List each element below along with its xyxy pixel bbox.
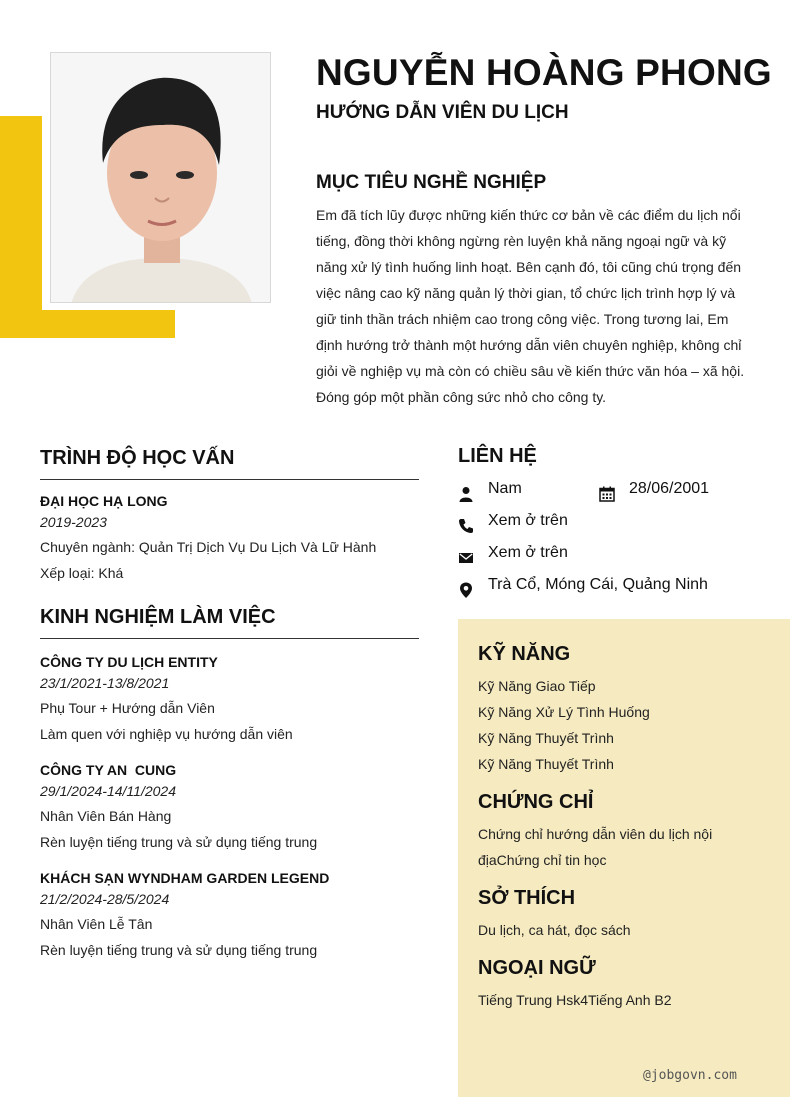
job-company: CÔNG TY DU LỊCH ENTITY — [40, 654, 218, 670]
education-major: Chuyên ngành: Quản Trị Dịch Vụ Du Lịch Và Lữ Hành — [40, 539, 377, 555]
job-dates: 29/1/2024-14/11/2024 — [40, 783, 176, 799]
phone-icon — [458, 518, 474, 534]
skills-title: KỸ NĂNG — [478, 643, 571, 665]
languages-text: Tiếng Trung Hsk4Tiếng Anh B2 — [478, 992, 672, 1008]
objective-title: MỤC TIÊU NGHỀ NGHIỆP — [316, 172, 547, 193]
job-role: Phụ Tour + Hướng dẫn Viên — [40, 700, 215, 716]
contact-row-phone — [458, 510, 778, 542]
languages-title: NGOẠI NGỮ — [478, 957, 596, 979]
certificate-line: địaChứng chỉ tin học — [478, 852, 607, 868]
contact-row-address — [458, 574, 778, 606]
gender-value: Nam — [488, 480, 522, 497]
hobbies-section — [478, 883, 770, 943]
experience-section — [40, 606, 419, 963]
skill-item: Kỹ Năng Thuyết Trình — [478, 730, 614, 746]
candidate-name: NGUYỄN HOÀNG PHONG — [316, 52, 772, 93]
person-icon — [458, 486, 474, 502]
job-description: Rèn luyện tiếng trung và sử dụng tiếng trung — [40, 942, 318, 958]
education-section — [40, 447, 419, 586]
mail-icon — [458, 550, 474, 566]
section-divider — [40, 479, 419, 480]
skill-item: Kỹ Năng Xử Lý Tình Huống — [478, 704, 650, 720]
hobbies-text: Du lịch, ca hát, đọc sách — [478, 922, 631, 938]
watermark: @jobgovn.com — [643, 1068, 737, 1083]
job-description: Làm quen với nghiệp vụ hướng dẫn viên — [40, 726, 293, 742]
phone-value: Xem ở trên — [488, 512, 568, 529]
contact-row-email — [458, 542, 778, 574]
contact-row-gender-birthdate — [458, 478, 778, 510]
job-company: CÔNG TY AN CUNG — [40, 762, 177, 778]
contact-section — [458, 445, 778, 606]
profile-photo — [50, 52, 271, 303]
hobbies-title: SỞ THÍCH — [478, 887, 576, 909]
job-entry — [40, 869, 419, 963]
skills-section — [478, 639, 770, 777]
job-role: Nhân Viên Bán Hàng — [40, 808, 172, 824]
languages-section — [478, 953, 770, 1013]
job-dates: 23/1/2021-13/8/2021 — [40, 675, 170, 691]
calendar-icon — [599, 486, 615, 502]
contact-title: LIÊN HỆ — [458, 445, 537, 467]
job-entry — [40, 761, 419, 855]
job-entry — [40, 653, 419, 747]
school-name: ĐẠI HỌC HẠ LONG — [40, 493, 168, 509]
address-value: Trà Cổ, Móng Cái, Quảng Ninh — [488, 576, 708, 593]
certificates-section — [478, 787, 770, 873]
certificates-title: CHỨNG CHỈ — [478, 791, 594, 813]
education-title: TRÌNH ĐỘ HỌC VẤN — [40, 447, 235, 469]
birthdate-value: 28/06/2001 — [629, 480, 710, 497]
email-value: Xem ở trên — [488, 544, 568, 561]
job-role: Nhân Viên Lễ Tân — [40, 916, 153, 932]
job-title: HƯỚNG DẪN VIÊN DU LỊCH — [316, 102, 569, 123]
section-divider — [40, 638, 419, 639]
location-pin-icon — [458, 582, 474, 598]
job-company: KHÁCH SẠN WYNDHAM GARDEN LEGEND — [40, 870, 330, 886]
experience-title: KINH NGHIỆM LÀM VIỆC — [40, 606, 276, 628]
education-years: 2019-2023 — [40, 514, 107, 530]
certificate-line: Chứng chỉ hướng dẫn viên du lịch nội — [478, 826, 713, 842]
objective-text: Em đã tích lũy được những kiến thức cơ bản về các điểm du lịch nổi tiếng, đồng thời không ngừng rèn luyện khả năng ngoại ngữ và kỹ năng xử lý tình huống linh hoạt. Bên cạnh đó, tôi cũng chú trọng đến việc nâng cao kỹ năng quản lý thời gian, tổ chức lịch trình hợp lý và giữ tinh thần trách nhiệm cao trong công việc. Trong tương lai, Em định hướng trở thành một hướng dẫn viên chuyên nghiệp, không chỉ giỏi về nghiệp vụ mà còn có chiều sâu về kiến thức văn hóa – xã hội. Đóng góp một phần công sức nhỏ cho công ty. — [316, 207, 745, 405]
skill-item: Kỹ Năng Thuyết Trình — [478, 756, 614, 772]
job-description: Rèn luyện tiếng trung và sử dụng tiếng trung — [40, 834, 318, 850]
education-grade: Xếp loại: Khá — [40, 565, 124, 581]
side-panel — [458, 619, 790, 1097]
job-dates: 21/2/2024-28/5/2024 — [40, 891, 170, 907]
skill-item: Kỹ Năng Giao Tiếp — [478, 678, 596, 694]
